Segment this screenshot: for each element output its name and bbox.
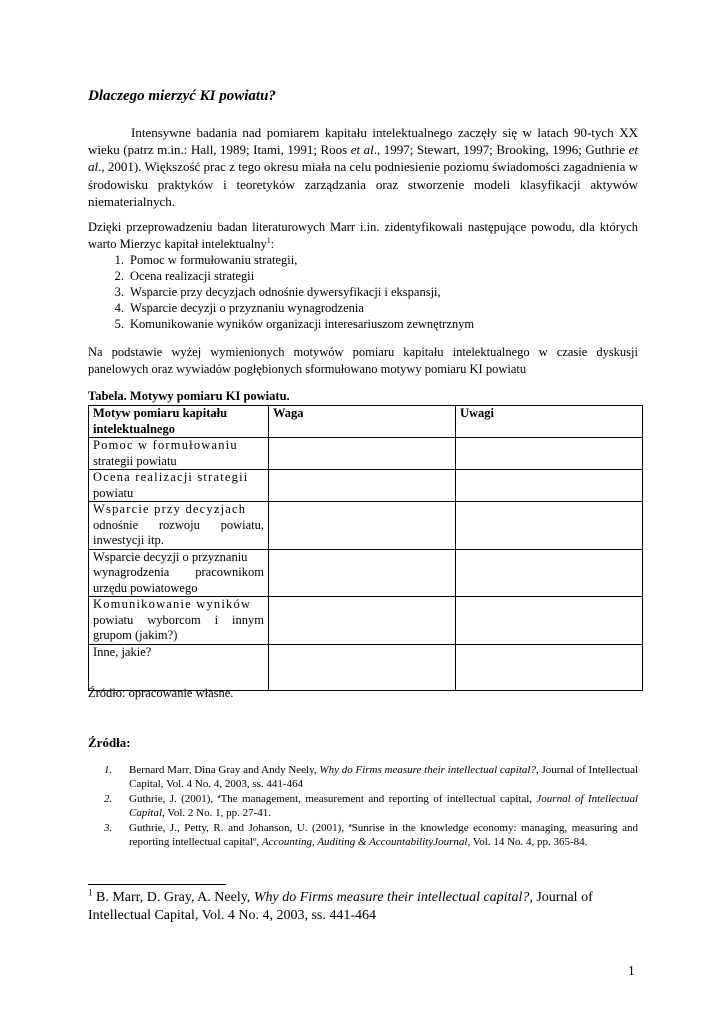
list-item-number: 5. xyxy=(114,317,124,331)
motive-text-b: odnośnie rozwoju powiatu, inwestycji itp. xyxy=(93,517,264,547)
list-item-number: 1. xyxy=(114,253,124,267)
list-item-text: Pomoc w formułowaniu strategii, xyxy=(130,253,298,267)
table-caption: Tabela. Motywy pomiaru KI powiatu. xyxy=(88,389,290,403)
list-item xyxy=(88,300,474,316)
weight-cell[interactable] xyxy=(269,644,456,690)
motive-text-a: Wsparcie przy decyzjach xyxy=(93,502,247,516)
motive-cell xyxy=(89,438,269,470)
reference-item xyxy=(104,792,638,821)
reference-title: Accounting, Auditing & AccountabilityJournal xyxy=(261,836,468,849)
motive-text-b: wynagrodzenia pracownikom urzędu powiatowego xyxy=(93,565,264,595)
table-row xyxy=(89,644,643,690)
table-row xyxy=(89,549,643,597)
table-row xyxy=(89,502,643,550)
reasons-text: Dzięki przeprowadzeniu badan literaturowych Marr i.in. zidentyfikowali następujące powodu, dla których warto Mierzyc kapitał intelektualny xyxy=(88,220,638,251)
motive-cell xyxy=(89,470,269,502)
reference-text xyxy=(129,821,638,850)
table-row xyxy=(89,597,643,645)
reference-number: 2. xyxy=(104,792,113,805)
list-item-text: Wsparcie decyzji o przyznaniu wynagrodzenia xyxy=(130,301,364,315)
motives-list xyxy=(88,252,474,332)
reference-text-b: Journal of Intellectual Capital, Vol. 4 No. 4, 2003, ss. 441-464 xyxy=(129,764,639,791)
list-item-text: Ocena realizacji strategii xyxy=(130,269,255,283)
weight-cell[interactable] xyxy=(269,597,456,645)
page-number: 1 xyxy=(628,963,635,978)
footnote xyxy=(88,889,638,924)
motives-table xyxy=(88,405,643,691)
section-heading: Dlaczego mierzyć KI powiatu? xyxy=(88,88,276,104)
intro-text-3: ., 2001). Większość prac z tego okresu miała na celu podniesienie poziomu świadomości zagadnienia w środowisku praktyków i teoretyków zarządzania oraz stworzenie modeli klasyfikacji aktywów niematerialnych. xyxy=(88,159,638,209)
notes-cell[interactable] xyxy=(456,470,643,502)
motive-cell xyxy=(89,549,269,597)
reference-text-a: Guthrie, J., Petty, R. and Johanson, U. (2001), ªSunrise in the knowledge economy: managing, measuring and reporting intellectual capitalº, xyxy=(129,821,638,849)
references-heading: Źródła: xyxy=(88,735,131,750)
motive-text-a: Pomoc w formułowaniu xyxy=(93,438,238,452)
reference-text-a: Bernard Marr, Dina Gray and Andy Neely, xyxy=(129,764,320,776)
reference-text xyxy=(129,792,638,821)
footnote-number: 1 xyxy=(88,887,93,898)
list-item-text: Komunikowanie wyników organizacji interesariuszom zewnętrznym xyxy=(130,317,475,331)
reasons-paragraph xyxy=(88,219,638,253)
footnote-title: Why do Firms measure their intellectual capital?, xyxy=(253,890,533,905)
notes-cell[interactable] xyxy=(456,502,643,550)
list-item xyxy=(88,284,474,300)
footnote-text-b: Journal of Intellectual Capital, Vol. 4 No. 4, 2003, ss. 441-464 xyxy=(88,890,593,923)
footnote-separator xyxy=(88,884,226,885)
intro-etal-2: et al xyxy=(88,142,638,175)
motive-cell xyxy=(89,644,269,690)
intro-text-2: ., 1997; Stewart, 1997; Brooking, 1996; Guthrie xyxy=(373,142,629,158)
intro-etal-1: et al xyxy=(350,142,374,158)
list-item xyxy=(88,316,474,332)
reference-item xyxy=(104,821,638,850)
notes-cell[interactable] xyxy=(456,438,643,470)
list-item-number: 2. xyxy=(114,269,124,283)
motive-text-a: Komunikowanie wyników xyxy=(93,597,252,611)
weight-cell[interactable] xyxy=(269,438,456,470)
table-row xyxy=(89,438,643,470)
motive-text-a: Ocena realizacji strategii xyxy=(93,470,249,484)
reference-text-a: Guthrie, J. (2001), ªThe management, measurement and reporting of intellectual capital, xyxy=(129,792,537,805)
weight-cell[interactable] xyxy=(269,549,456,597)
references-list xyxy=(104,763,638,849)
intro-text-1: Intensywne badania nad pomiarem kapitału intelektualnego zaczęły się w latach 90-tych XX wieku (patrz m.in.: Hall, 1989; Itami, 1991; Roos xyxy=(88,125,638,158)
reference-number: 1. xyxy=(104,764,113,776)
motive-text-b: strategii powiatu xyxy=(93,453,177,468)
motive-cell xyxy=(89,597,269,645)
reasons-tail: : xyxy=(270,237,275,251)
table-row xyxy=(89,470,643,502)
notes-cell[interactable] xyxy=(456,644,643,690)
motive-cell xyxy=(89,502,269,550)
weight-cell[interactable] xyxy=(269,470,456,502)
table-source: Źródło: opracowanie własne. xyxy=(88,686,234,700)
motive-text-b: powiatu xyxy=(93,485,134,500)
motive-text-a: Wsparcie decyzji o przyznaniu xyxy=(93,549,248,564)
header-notes: Uwagi xyxy=(456,406,643,438)
basis-paragraph: Na podstawie wyżej wymienionych motywów pomiaru kapitału intelektualnego w czasie dyskusji panelowych oraz wywiadów pogłębionych sformułowano motywy pomiaru KI powiatu xyxy=(88,345,638,376)
reference-text xyxy=(129,763,638,792)
weight-cell[interactable] xyxy=(269,502,456,550)
header-motive: Motyw pomiaru kapitału intelektualnego xyxy=(89,406,269,438)
reference-title: Journal of Intellectual Capital xyxy=(129,792,639,820)
list-item xyxy=(88,268,474,284)
intro-paragraph xyxy=(88,124,638,210)
list-item xyxy=(88,252,474,268)
notes-cell[interactable] xyxy=(456,549,643,597)
list-item-number: 4. xyxy=(114,301,124,315)
reference-text-b: , Vol. 14 No. 4, pp. 365-84. xyxy=(467,836,588,849)
reference-text-b: , Vol. 2 No. 1, pp. 27-41. xyxy=(162,807,272,820)
table-header-row xyxy=(89,406,643,438)
motive-text-a: Inne, jakie? xyxy=(93,644,152,659)
notes-cell[interactable] xyxy=(456,597,643,645)
reference-number: 3. xyxy=(104,821,113,834)
header-weight: Waga xyxy=(269,406,456,438)
list-item-text: Wsparcie przy decyzjach odnośnie dywersyfikacji i ekspansji, xyxy=(130,285,441,299)
reference-title: Why do Firms measure their intellectual capital?, xyxy=(319,764,539,776)
list-item-number: 3. xyxy=(114,285,124,299)
footnote-text-a: B. Marr, D. Gray, A. Neely, xyxy=(92,890,254,905)
footnote-ref[interactable]: 1 xyxy=(266,235,271,245)
motive-text-b: powiatu wyborcom i innym grupom (jakim?) xyxy=(93,612,264,642)
reference-item xyxy=(104,763,638,792)
